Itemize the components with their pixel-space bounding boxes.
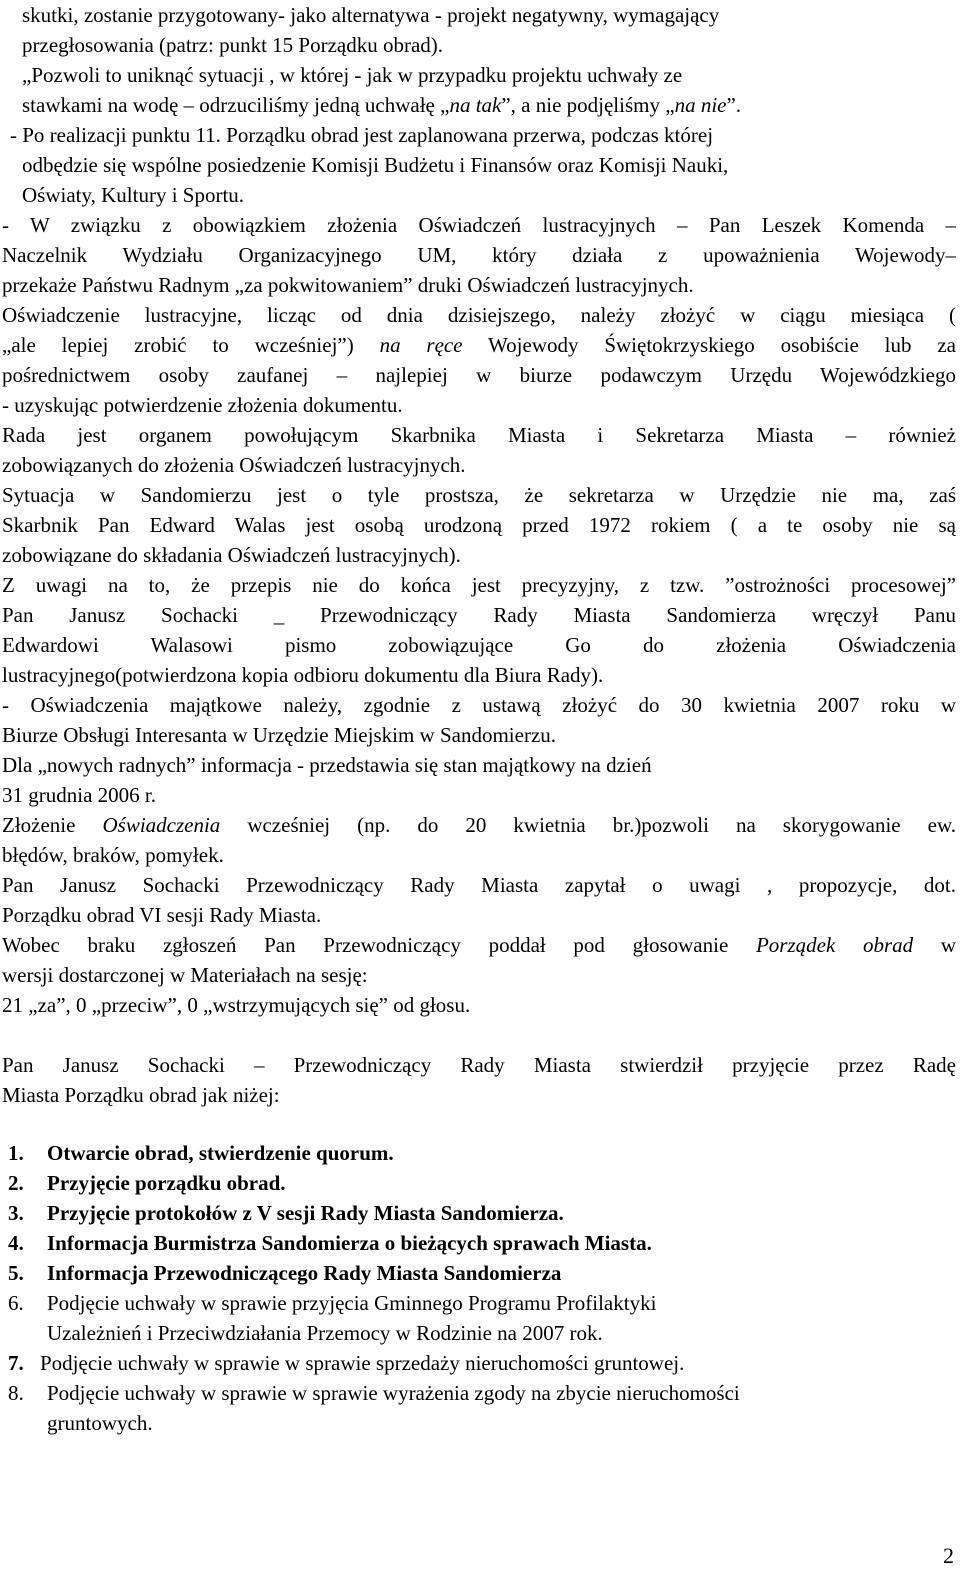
text-line: zobowiązane do składania Oświadczeń lustracyjnych). (2, 543, 461, 567)
text-span: ”, a nie podjęliśmy „ (501, 93, 675, 117)
agenda-item (8, 1198, 956, 1228)
agenda-item (8, 1138, 956, 1168)
text-line: Oświadczenie lustracyjne, licząc od dnia dzisiejszego, należy złożyć w ciągu miesiąca ( (2, 303, 956, 327)
intro-paragraph (22, 0, 956, 120)
text-span: Wobec braku zgłoszeń Pan Przewodniczący poddał pod głosowanie (2, 933, 756, 957)
text-line: Naczelnik Wydziału Organizacyjnego UM, który działa z upoważnienia Wojewody– (2, 243, 956, 267)
text-line: Rada jest organem powołującym Skarbnika Miasta i Sekretarza Miasta – również (2, 423, 956, 447)
text-line: błędów, braków, pomyłek. (2, 843, 224, 867)
italic-text: na nie (674, 93, 727, 117)
agenda-item (8, 1288, 956, 1348)
text-line: skutki, zostanie przygotowany- jako alternatywa - projekt negatywny, wymagający (22, 3, 720, 27)
text-line: „Pozwoli to uniknąć sytuacji , w której - jak w przypadku projektu uchwały ze (22, 63, 683, 87)
text-line (2, 930, 956, 960)
text-line: przekaże Państwu Radnym „za pokwitowaniem” druki Oświadczeń lustracyjnych. (2, 273, 694, 297)
text-line: Pan Janusz Sochacki _ Przewodniczący Rady Miasta Sandomierza wręczył Panu (2, 603, 956, 627)
agenda-item (8, 1378, 956, 1438)
italic-text: na ręce (379, 333, 463, 357)
agenda-item-text: Podjęcie uchwały w sprawie w sprawie sprzedaży nieruchomości gruntowej. (40, 1351, 685, 1375)
page-number: 2 (943, 1543, 954, 1568)
text-line (2, 330, 956, 360)
agenda-item-number: 4. (8, 1231, 24, 1255)
agenda-item (8, 1228, 956, 1258)
agenda-item-text: Podjęcie uchwały w sprawie w sprawie wyrażenia zgody na zbycie nieruchomości (47, 1381, 740, 1405)
text-span: Złożenie (2, 813, 103, 837)
text-line: odbędzie się wspólne posiedzenie Komisji Budżetu i Finansów oraz Komisji Nauki, (22, 153, 729, 177)
questions-paragraph (2, 870, 956, 930)
text-line: Z uwagi na to, że przepis nie do końca jest precyzyjny, z tzw. ”ostrożności procesowej” (2, 573, 956, 597)
text-line: lustracyjnego(potwierdzona kopia odbioru dokumentu dla Biura Rady). (2, 663, 604, 687)
lustration-paragraph (2, 210, 956, 300)
vote-paragraph (2, 930, 956, 1020)
agenda-list (8, 1138, 956, 1438)
agenda-item-number: 6. (8, 1291, 24, 1315)
agenda-item (8, 1348, 956, 1378)
text-line: - W związku z obowiązkiem złożenia Oświadczeń lustracyjnych – Pan Leszek Komenda – (2, 213, 956, 237)
agenda-item-text: Przyjęcie porządku obrad. (47, 1171, 286, 1195)
text-line: zobowiązanych do złożenia Oświadczeń lustracyjnych. (2, 453, 466, 477)
adopted-paragraph (2, 1050, 956, 1110)
agenda-item-number: 5. (8, 1261, 24, 1285)
caution-paragraph (2, 570, 956, 690)
agenda-item-number: 2. (8, 1171, 24, 1195)
sandomierz-paragraph (2, 480, 956, 570)
text-line: Miasta Porządku obrad jak niżej: (2, 1083, 280, 1107)
agenda-item (8, 1168, 956, 1198)
text-line: Sytuacja w Sandomierzu jest o tyle prostsza, że sekretarza w Urzędzie nie ma, zaś (2, 483, 956, 507)
text-line: - Oświadczenia majątkowe należy, zgodnie z ustawą złożyć do 30 kwietnia 2007 roku w (2, 693, 956, 717)
property-paragraph (2, 690, 956, 870)
text-line: Dla „nowych radnych” informacja - przedstawia się stan majątkowy na dzień (2, 753, 652, 777)
text-span: stawkami na wodę – odrzuciliśmy jedną uchwałę „ (22, 93, 450, 117)
text-span: „ale lepiej zrobić to wcześniej”) (2, 333, 380, 357)
pause-paragraph (10, 120, 944, 210)
text-line: Pan Janusz Sochacki – Przewodniczący Rady Miasta stwierdził przyjęcie przez Radę (2, 1053, 956, 1077)
text-line: Porządku obrad VI sesji Rady Miasta. (2, 903, 322, 927)
text-span: Wojewody Świętokrzyskiego osobiście lub za (462, 333, 956, 357)
text-span: wcześniej (np. do 20 kwietnia br.)pozwoli na skorygowanie ew. (220, 813, 957, 837)
text-line: Biurze Obsługi Interesanta w Urzędzie Miejskim w Sandomierzu. (2, 723, 557, 747)
text-line: Edwardowi Walasowi pismo zobowiązujące Go do złożenia Oświadczenia (2, 633, 956, 657)
italic-text: Oświadczenia (102, 813, 221, 837)
text-line (22, 90, 956, 120)
agenda-item-text: Informacja Przewodniczącego Rady Miasta Sandomierza (47, 1261, 562, 1285)
text-line: 31 grudnia 2006 r. (2, 783, 156, 807)
agenda-item-text: Podjęcie uchwały w sprawie przyjęcia Gminnego Programu Profilaktyki (47, 1291, 657, 1315)
agenda-item-text: Otwarcie obrad, stwierdzenie quorum. (47, 1141, 394, 1165)
text-line: Oświaty, Kultury i Sportu. (22, 183, 245, 207)
agenda-item (8, 1258, 956, 1288)
statement-paragraph (2, 300, 956, 420)
council-paragraph (2, 420, 956, 480)
agenda-item-text-continued: gruntowych. (47, 1411, 153, 1435)
text-line: pośrednictwem osoby zaufanej – najlepiej w biurze podawczym Urzędu Wojewódzkiego (2, 363, 956, 387)
agenda-item-text: Informacja Burmistrza Sandomierza o bieżących sprawach Miasta. (47, 1231, 652, 1255)
agenda-item-text: Przyjęcie protokołów z V sesji Rady Miasta Sandomierza. (47, 1201, 564, 1225)
text-span: ”. (726, 93, 742, 117)
italic-text: na tak (449, 93, 502, 117)
agenda-item-number: 8. (8, 1381, 24, 1405)
italic-text: Porządek obrad (755, 933, 914, 957)
text-line: Skarbnik Pan Edward Walas jest osobą urodzoną przed 1972 rokiem ( a te osoby nie są (2, 513, 956, 537)
agenda-item-number: 1. (8, 1141, 24, 1165)
text-line: wersji dostarczonej w Materiałach na sesję: (2, 963, 368, 987)
text-span: w (913, 933, 956, 957)
text-line: 21 „za”, 0 „przeciw”, 0 „wstrzymujących się” od głosu. (2, 993, 471, 1017)
agenda-item-number: 3. (8, 1201, 24, 1225)
agenda-item-number: 7. (8, 1351, 24, 1375)
text-line (2, 810, 956, 840)
text-line: - uzyskując potwierdzenie złożenia dokumentu. (2, 393, 403, 417)
text-line: przegłosowania (patrz: punkt 15 Porządku obrad). (22, 33, 444, 57)
text-line: Pan Janusz Sochacki Przewodniczący Rady Miasta zapytał o uwagi , propozycje, dot. (2, 873, 956, 897)
agenda-item-text-continued: Uzależnień i Przeciwdziałania Przemocy w Rodzinie na 2007 rok. (47, 1321, 603, 1345)
text-line: - Po realizacji punktu 11. Porządku obrad jest zaplanowana przerwa, podczas której (10, 123, 714, 147)
